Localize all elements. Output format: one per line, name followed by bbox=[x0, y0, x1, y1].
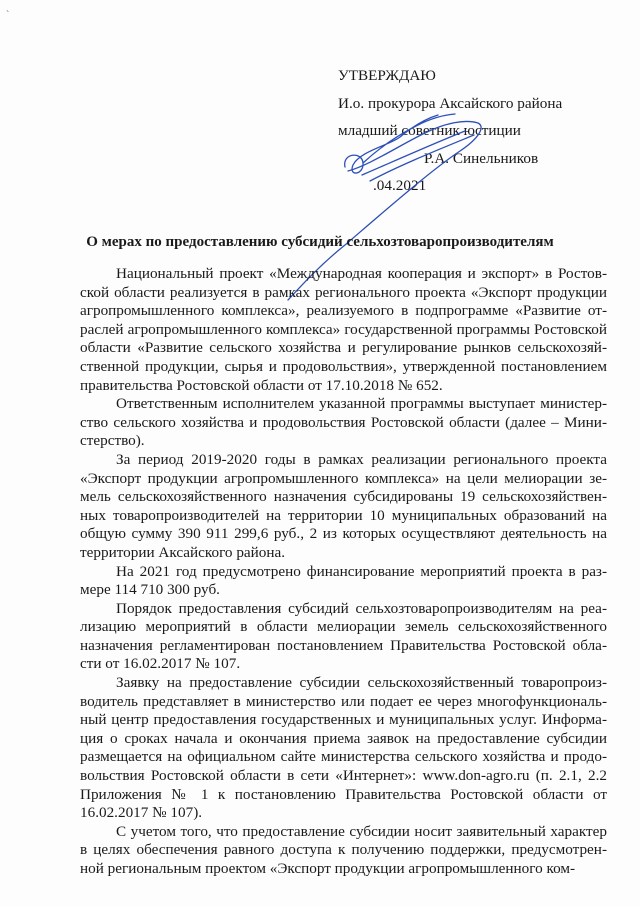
paragraph: Национальный проект «Международная кооперация и экспорт» в Ростовской области реализуется в рамках регионального проекта «Экспорт продукции агропромышленного комплекса», реализуемого в подпрограмме «Развитие отраслей агропромышленного комплекса» государственной программы Ростовской области «Развитие сельского хозяйства и регулирование рынков сельскохозяйственной продукции, сырья и продовольствия», утвержденной постановлением правительства Ростовской области от 17.10.2018 № 652. bbox=[80, 265, 607, 394]
paragraph: На 2021 год предусмотрено финансирование мероприятий проекта в размере 114 710 300 руб. bbox=[80, 562, 607, 599]
approval-position-line2: младший советник юстиции bbox=[338, 122, 521, 139]
paragraph: За период 2019-2020 годы в рамках реализации регионального проекта «Экспорт продукции агропромышленного комплекса» на цели мелиорации земель сельскохозяйственного назначения субсидированы 19 сельскохозяйственных товаропроизводителей на территории 10 муниципальных образований на общую сумму 390 911 299,6 руб., 2 из которых осуществляют деятельность на территории Аксайского района. bbox=[80, 450, 607, 561]
document-title: О мерах по предоставлению субсидий сельхозтоваропроизводителям bbox=[86, 234, 554, 250]
approval-block bbox=[338, 62, 628, 200]
paragraph: Порядок предоставления субсидий сельхозтоваропроизводителям на реализацию мероприятий в области мелиорации земель сельскохозяйственного назначения регламентирован постановлением Правительства Ростовской области от 16.02.2017 № 107. bbox=[80, 599, 607, 673]
paragraph: Ответственным исполнителем указанной программы выступает министерство сельского хозяйства и продовольствия Ростовской области (далее – Министерство). bbox=[80, 395, 607, 450]
document-body bbox=[80, 265, 607, 879]
scan-mark: ` bbox=[6, 10, 10, 21]
approval-position-line1: И.о. прокурора Аксайского района bbox=[338, 94, 563, 112]
approval-date: .04.2021 bbox=[373, 177, 427, 194]
paragraph: Заявку на предоставление субсидии сельскохозяйственный товаропроизводитель представляет в министерство или подает ее через многофункциональный центр предоставления государственных и муниципальных услуг. Информация о сроках начала и окончания приема заявок на предоставление субсидии размещается на официальном сайте министерства сельского хозяйства и продовольствия Ростовской области в сети «Интернет»: www.don-agro.ru (п. 2.1, 2.2 Приложения № 1 к постановлению Правительства Ростовской области от 16.02.2017 № 107). bbox=[80, 674, 607, 822]
approval-heading: УТВЕРЖДАЮ bbox=[338, 67, 436, 84]
paragraph: С учетом того, что предоставление субсидии носит заявительный характер в целях обеспечения равного доступа к получению поддержки, предусмотренной региональным проектом «Экспорт продукции агропромышленного ком- bbox=[80, 822, 607, 877]
approval-signatory-name: Р.А. Синельников bbox=[424, 149, 539, 167]
